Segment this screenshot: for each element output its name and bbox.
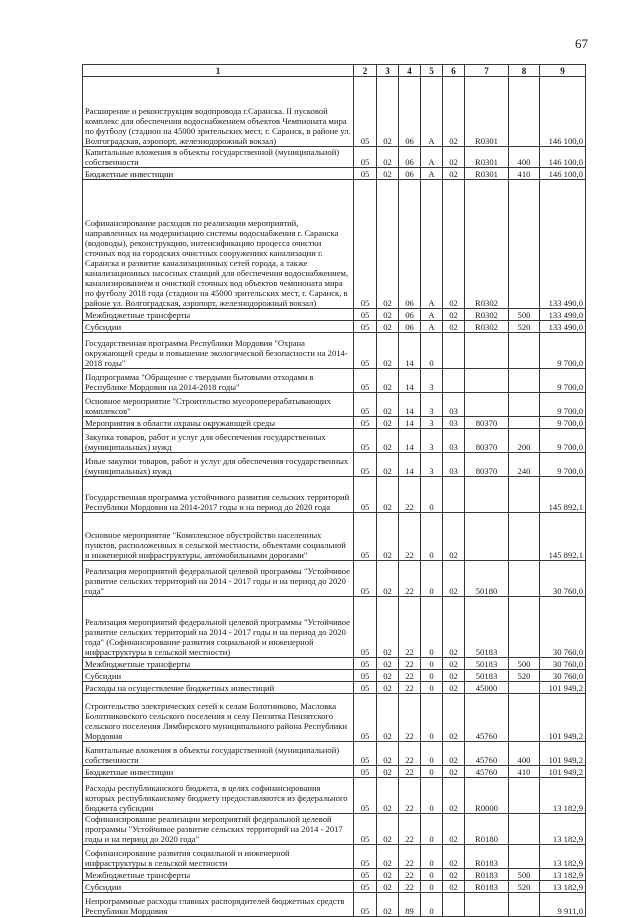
row-code-cell: 05 [354,670,377,682]
row-code-cell: 02 [443,321,465,333]
row-code-cell: 02 [377,309,399,321]
row-code-cell: 02 [443,180,465,309]
row-code-cell [465,393,509,417]
row-code-cell: 02 [443,869,465,881]
row-code-cell: 22 [399,597,421,658]
row-code-cell: 410 [509,766,540,778]
row-amount-cell: 30 760,0 [540,670,586,682]
row-amount-cell: 9 700,0 [540,333,586,369]
row-name-cell: Мероприятия в области охраны окружающей среды [83,417,354,429]
row-code-cell: 02 [377,845,399,869]
row-code-cell [509,694,540,742]
row-code-cell: А [421,309,443,321]
row-code-cell: 02 [443,670,465,682]
row-name-cell: Непрограммные расходы главных распорядителей бюджетных средств Республики Мордовия [83,893,354,917]
row-code-cell: 14 [399,333,421,369]
row-code-cell: 500 [509,658,540,670]
row-code-cell: 22 [399,766,421,778]
table-row [83,561,586,597]
row-code-cell: 02 [443,814,465,845]
row-code-cell: 14 [399,429,421,453]
row-name-cell: Капитальные вложения в объекты государственной (муниципальной) собственности [83,742,354,766]
row-code-cell: 400 [509,742,540,766]
row-code-cell: 0 [421,694,443,742]
row-code-cell: А [421,180,443,309]
table-row [83,393,586,417]
row-code-cell: 500 [509,869,540,881]
row-amount-cell: 9 700,0 [540,453,586,477]
row-code-cell: 05 [354,694,377,742]
row-name-cell: Субсидии [83,321,354,333]
row-name-cell: Бюджетные инвестиции [83,168,354,180]
row-code-cell: 0 [421,845,443,869]
row-code-cell: 0 [421,893,443,917]
row-code-cell: 22 [399,881,421,893]
row-code-cell: 03 [443,393,465,417]
row-code-cell: 05 [354,417,377,429]
row-code-cell: 02 [377,694,399,742]
row-code-cell: 02 [443,168,465,180]
row-amount-cell: 9 700,0 [540,429,586,453]
row-code-cell: 22 [399,513,421,561]
table-row [83,453,586,477]
table-row [83,814,586,845]
row-code-cell: 80370 [465,429,509,453]
row-code-cell: А [421,321,443,333]
table-row [83,658,586,670]
table-row [83,513,586,561]
row-code-cell: 02 [443,778,465,814]
row-code-cell: 80370 [465,417,509,429]
table-body [83,77,586,917]
row-name-cell: Бюджетные инвестиции [83,766,354,778]
table-row [83,597,586,658]
row-name-cell: Софинансирование развития социальной и инженерной инфраструктуры в сельской местности [83,845,354,869]
table-row [83,77,586,147]
row-amount-cell: 145 892,1 [540,477,586,513]
row-code-cell: 05 [354,429,377,453]
row-code-cell: 0 [421,869,443,881]
row-code-cell: R0180 [465,814,509,845]
row-code-cell: 02 [443,881,465,893]
table-row [83,180,586,309]
row-code-cell: 05 [354,778,377,814]
row-code-cell: 0 [421,766,443,778]
row-code-cell: R0302 [465,180,509,309]
row-code-cell: 02 [377,180,399,309]
row-amount-cell: 9 700,0 [540,417,586,429]
row-code-cell [509,477,540,513]
row-code-cell: R0000 [465,778,509,814]
table-row [83,694,586,742]
row-amount-cell: 9 700,0 [540,393,586,417]
row-code-cell [509,77,540,147]
row-code-cell: 02 [377,682,399,694]
row-name-cell: Иные закупки товаров, работ и услуг для обеспечения государственных (муниципальных) нужд [83,453,354,477]
row-code-cell: 02 [377,658,399,670]
table-row [83,321,586,333]
row-name-cell: Капитальные вложения в объекты государственной (муниципальной) собственности [83,147,354,168]
table-row [83,369,586,393]
row-code-cell: 3 [421,417,443,429]
row-code-cell: 0 [421,778,443,814]
row-amount-cell: 133 490,0 [540,180,586,309]
row-code-cell: 02 [377,417,399,429]
row-code-cell: 0 [421,597,443,658]
row-code-cell: 02 [377,147,399,168]
row-name-cell: Подпрограмма "Обращение с твердыми бытовыми отходами в Республике Мордовия на 2014-2018 годы" [83,369,354,393]
row-name-cell: Межбюджетные трансферты [83,658,354,670]
row-code-cell: 05 [354,453,377,477]
row-code-cell: 0 [421,658,443,670]
row-code-cell: 02 [377,513,399,561]
row-code-cell: 05 [354,742,377,766]
row-code-cell: 02 [377,393,399,417]
row-amount-cell: 13 182,9 [540,778,586,814]
row-code-cell [443,477,465,513]
row-code-cell: 05 [354,393,377,417]
row-amount-cell: 146 100,0 [540,77,586,147]
row-code-cell: 22 [399,682,421,694]
row-code-cell: 02 [443,694,465,742]
row-code-cell: 02 [377,814,399,845]
row-code-cell: 02 [443,309,465,321]
column-header: 6 [443,65,465,77]
column-header: 4 [399,65,421,77]
row-code-cell: 02 [443,77,465,147]
row-code-cell: R0302 [465,321,509,333]
row-code-cell: 0 [421,477,443,513]
row-code-cell: 22 [399,694,421,742]
row-code-cell [509,180,540,309]
row-code-cell: 22 [399,742,421,766]
row-code-cell: 05 [354,658,377,670]
row-code-cell: R0302 [465,309,509,321]
table-row [83,309,586,321]
row-code-cell: 06 [399,77,421,147]
row-name-cell: Государственная программа Республики Мордовия "Охрана окружающей среды и повышение экологической безопасности на 2014-2018 годы" [83,333,354,369]
row-amount-cell: 133 490,0 [540,321,586,333]
row-code-cell: 50183 [465,658,509,670]
row-code-cell: 45760 [465,766,509,778]
table-row [83,766,586,778]
row-name-cell: Субсидии [83,881,354,893]
row-code-cell: 50180 [465,561,509,597]
row-code-cell: 05 [354,893,377,917]
row-code-cell: 05 [354,180,377,309]
table-row [83,881,586,893]
row-code-cell: 02 [377,597,399,658]
row-amount-cell: 13 182,9 [540,814,586,845]
row-code-cell: 02 [377,742,399,766]
row-code-cell: 05 [354,766,377,778]
row-name-cell: Строительство электрических сетей к селам Болотниково, Масловка Болотниковского сельского поселения и селу Пензятка Пензятского сельского поселения Лямбирского муниципального района Республики Мордовия [83,694,354,742]
row-code-cell: 06 [399,309,421,321]
column-header: 8 [509,65,540,77]
row-code-cell: 05 [354,309,377,321]
row-code-cell: 05 [354,333,377,369]
row-code-cell: 0 [421,513,443,561]
row-code-cell: 02 [443,682,465,694]
row-code-cell: 02 [443,658,465,670]
row-amount-cell: 146 100,0 [540,147,586,168]
row-code-cell [509,778,540,814]
row-code-cell: 0 [421,682,443,694]
row-code-cell: 0 [421,881,443,893]
row-name-cell: Межбюджетные трансферты [83,309,354,321]
row-name-cell: Софинансирование реализации мероприятий федеральной целевой программы "Устойчивое развитие сельских территорий на 2014 - 2017 годы и на период до 2020 года" [83,814,354,845]
row-name-cell: Государственная программа устойчивого развития сельских территорий Республики Мордовия на 2014-2017 годы и на период до 2020 года [83,477,354,513]
row-code-cell: А [421,147,443,168]
row-name-cell: Расширение и реконструкция водопровода г.Саранска. II пусковой комплекс для обеспечения водоснабжением объектов Чемпионата мира по футболу (стадион на 45000 зрительских мест, г. Саранск, в районе ул. Волгоградская, аэропорт, железнодорожный вокзал) [83,77,354,147]
row-code-cell: 240 [509,453,540,477]
row-code-cell: 22 [399,670,421,682]
row-name-cell: Субсидии [83,670,354,682]
row-code-cell: 06 [399,180,421,309]
row-code-cell: R0183 [465,869,509,881]
row-amount-cell: 13 182,9 [540,881,586,893]
column-header: 3 [377,65,399,77]
row-amount-cell: 146 100,0 [540,168,586,180]
row-code-cell: 05 [354,814,377,845]
column-header: 2 [354,65,377,77]
table-row [83,742,586,766]
row-code-cell [509,369,540,393]
row-code-cell: R0301 [465,168,509,180]
row-code-cell: 0 [421,742,443,766]
row-code-cell: 02 [443,561,465,597]
row-code-cell: 05 [354,477,377,513]
row-code-cell: 520 [509,670,540,682]
row-name-cell: Основное мероприятие "Строительство мусороперерабатывающих комплексов" [83,393,354,417]
row-amount-cell: 13 182,9 [540,845,586,869]
table-row [83,477,586,513]
row-code-cell: 02 [377,168,399,180]
row-code-cell: 520 [509,321,540,333]
row-code-cell: 05 [354,321,377,333]
row-code-cell: 3 [421,393,443,417]
row-code-cell: 02 [443,742,465,766]
row-code-cell: 02 [377,333,399,369]
row-code-cell: 02 [377,369,399,393]
row-code-cell [509,561,540,597]
row-code-cell [509,513,540,561]
row-code-cell: 410 [509,168,540,180]
row-amount-cell: 101 949,2 [540,766,586,778]
row-amount-cell: 145 892,1 [540,513,586,561]
table-row [83,429,586,453]
row-name-cell: Расходы на осуществление бюджетных инвестиций [83,682,354,694]
row-code-cell: 05 [354,881,377,893]
column-header: 5 [421,65,443,77]
row-code-cell: 06 [399,168,421,180]
row-code-cell: А [421,77,443,147]
page-number: 67 [575,36,588,51]
budget-table [82,64,586,917]
row-code-cell: 3 [421,453,443,477]
row-code-cell: 45000 [465,682,509,694]
row-code-cell: 0 [421,561,443,597]
row-code-cell: 22 [399,561,421,597]
row-code-cell: 05 [354,513,377,561]
row-code-cell: 05 [354,369,377,393]
row-code-cell [509,814,540,845]
row-code-cell: 14 [399,369,421,393]
row-code-cell [443,333,465,369]
row-code-cell: R0301 [465,147,509,168]
row-code-cell: 03 [443,453,465,477]
row-code-cell: 02 [443,766,465,778]
row-code-cell: 14 [399,453,421,477]
row-code-cell: 02 [377,881,399,893]
row-code-cell: 02 [377,77,399,147]
row-code-cell: 02 [443,513,465,561]
row-code-cell: 22 [399,658,421,670]
row-amount-cell: 101 949,2 [540,742,586,766]
row-code-cell [465,333,509,369]
row-name-cell: Расходы республиканского бюджета, в целях софинансирования которых республиканскому бюджету предоставляются из федерального бюджета субсидии [83,778,354,814]
row-code-cell: 3 [421,369,443,393]
table-row [83,682,586,694]
row-amount-cell: 30 760,0 [540,658,586,670]
table-row [83,869,586,881]
row-code-cell [465,369,509,393]
table-row [83,417,586,429]
row-code-cell: 05 [354,597,377,658]
row-code-cell: 02 [377,893,399,917]
row-code-cell: 05 [354,168,377,180]
row-code-cell: 02 [377,561,399,597]
row-code-cell: 02 [377,766,399,778]
column-header: 9 [540,65,586,77]
row-code-cell [509,333,540,369]
row-code-cell: 0 [421,333,443,369]
row-code-cell: 500 [509,309,540,321]
table-row [83,168,586,180]
table-row [83,670,586,682]
row-code-cell: 02 [377,321,399,333]
row-code-cell: 3 [421,429,443,453]
row-name-cell: Закупка товаров, работ и услуг для обеспечения государственных (муниципальных) нужд [83,429,354,453]
row-code-cell: R0183 [465,881,509,893]
row-code-cell: А [421,168,443,180]
row-code-cell: 02 [377,453,399,477]
row-code-cell: 03 [443,429,465,453]
row-code-cell: 02 [443,597,465,658]
row-code-cell: 400 [509,147,540,168]
row-amount-cell: 101 949,2 [540,694,586,742]
column-header: 1 [83,65,354,77]
row-code-cell: 06 [399,147,421,168]
row-code-cell [509,417,540,429]
row-code-cell: 22 [399,778,421,814]
row-code-cell: 02 [377,477,399,513]
row-code-cell: 22 [399,869,421,881]
table-row [83,333,586,369]
row-code-cell [509,393,540,417]
row-name-cell: Основное мероприятие "Комплексное обустройство населенных пунктов, расположенных в сельской местности, объектами социальной и инженерной инфраструктуры, автомобильными дорогами" [83,513,354,561]
row-code-cell: 89 [399,893,421,917]
row-code-cell: 520 [509,881,540,893]
table-header-row [83,65,586,77]
column-header: 7 [465,65,509,77]
row-amount-cell: 133 490,0 [540,309,586,321]
row-code-cell: 06 [399,321,421,333]
row-code-cell: 02 [377,869,399,881]
row-code-cell: 05 [354,845,377,869]
row-code-cell: 05 [354,869,377,881]
row-amount-cell: 101 949,2 [540,682,586,694]
row-name-cell: Реализация мероприятий федеральной целевой программы "Устойчивое развитие сельских территорий на 2014 - 2017 годы и на период до 2020 года" (Софинансирование развития социальной и инженерной инфраструктуры в сельской местности) [83,597,354,658]
row-code-cell [465,513,509,561]
row-code-cell: R0183 [465,845,509,869]
row-code-cell [465,477,509,513]
row-name-cell: Межбюджетные трансферты [83,869,354,881]
row-name-cell: Реализация мероприятий федеральной целевой программы "Устойчивое развитие сельских территорий на 2014 - 2017 годы и на период до 2020 года" [83,561,354,597]
row-code-cell: 0 [421,670,443,682]
row-code-cell: 80370 [465,453,509,477]
row-code-cell: 02 [377,670,399,682]
row-amount-cell: 13 182,9 [540,869,586,881]
table-row [83,778,586,814]
row-code-cell: 22 [399,477,421,513]
row-code-cell: 14 [399,393,421,417]
row-code-cell: 22 [399,814,421,845]
row-code-cell: 05 [354,561,377,597]
row-code-cell: R0301 [465,77,509,147]
row-amount-cell: 9 911,0 [540,893,586,917]
row-amount-cell: 9 700,0 [540,369,586,393]
row-code-cell: 05 [354,147,377,168]
row-code-cell: 22 [399,845,421,869]
row-code-cell: 02 [443,845,465,869]
row-code-cell: 02 [443,147,465,168]
row-code-cell: 03 [443,417,465,429]
row-code-cell: 45760 [465,694,509,742]
row-code-cell: 200 [509,429,540,453]
row-code-cell: 0 [421,814,443,845]
row-code-cell: 14 [399,417,421,429]
row-code-cell: 50183 [465,670,509,682]
row-code-cell [509,682,540,694]
row-name-cell: Софинансирование расходов по реализации мероприятий, направленных на модернизацию системы водоснабжения г. Саранска (водоводы), реконструкцию, интенсификацию процесса очистки сточных вод на городских очистных сооружениях канализации г. Саранска и развитие канализационных сетей города, а также канализационных насосных станций для обеспечения водоснабжением, канализированием и очисткой сточных вод объектов чемпионата мира по футболу 2018 года (стадион на 45000 зрительских мест, г. Саранск, в районе ул. Волгоградская, аэропорт, железнодорожный вокзал) [83,180,354,309]
row-code-cell: 05 [354,682,377,694]
row-code-cell [509,597,540,658]
row-code-cell: 45760 [465,742,509,766]
row-code-cell [443,369,465,393]
table-row [83,845,586,869]
row-amount-cell: 30 760,0 [540,561,586,597]
row-code-cell: 02 [377,778,399,814]
row-code-cell: 02 [377,429,399,453]
row-code-cell: 05 [354,77,377,147]
row-amount-cell: 30 760,0 [540,597,586,658]
row-code-cell [509,845,540,869]
row-code-cell: 50183 [465,597,509,658]
table-row [83,147,586,168]
